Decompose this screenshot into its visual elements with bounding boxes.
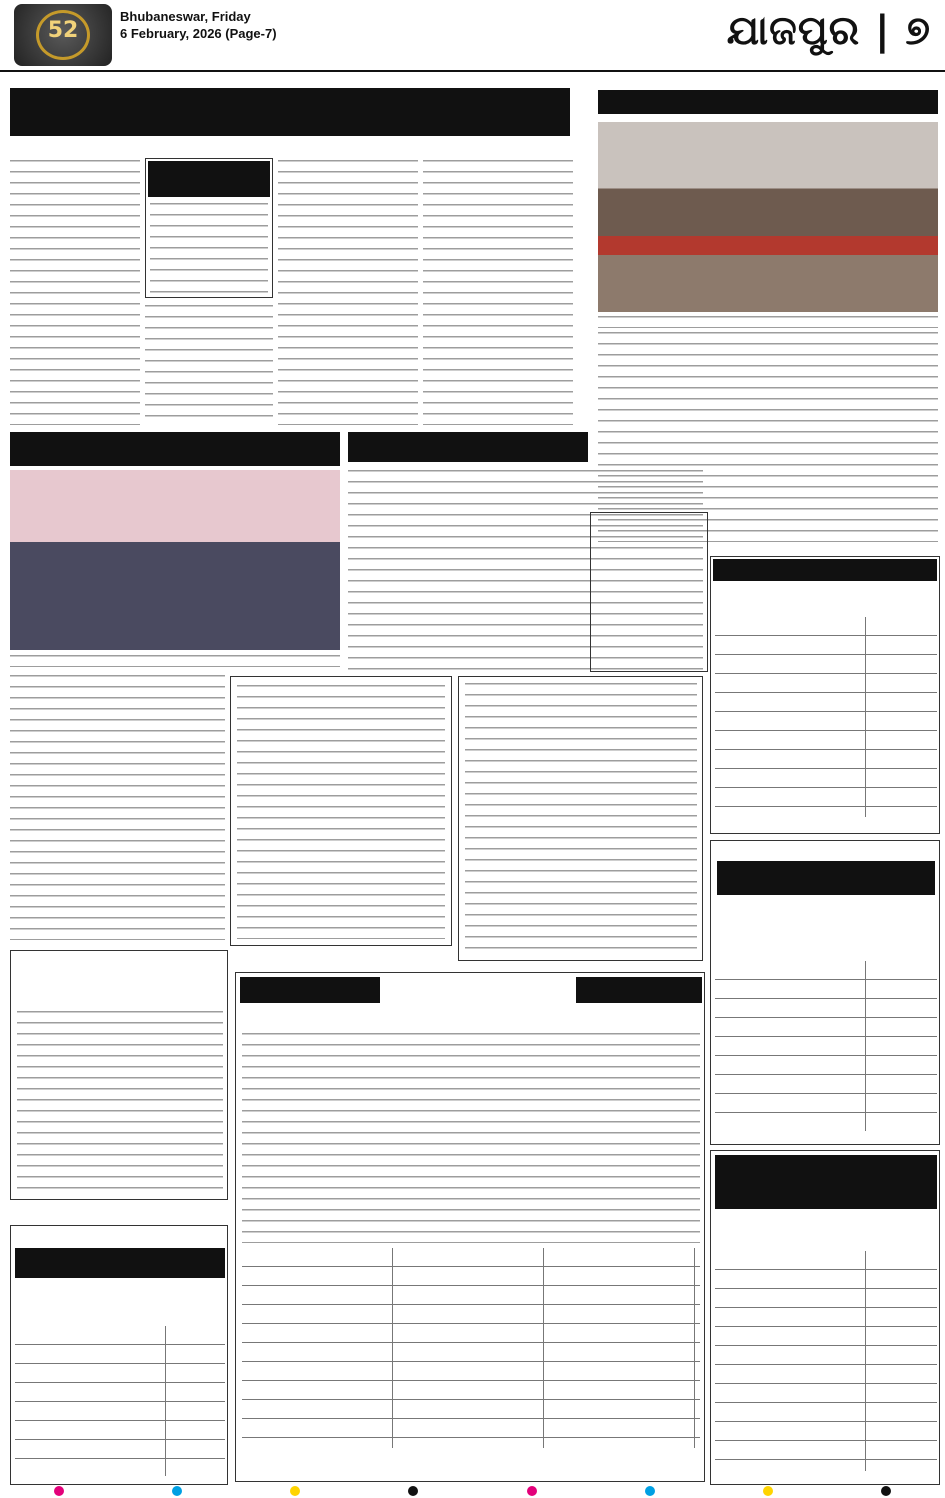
hdfc-account-table: [242, 1248, 700, 1448]
rbi-notice-2: [10, 950, 228, 1200]
obcc-header: [15, 1248, 225, 1278]
right-headline: [598, 90, 938, 114]
tender-notice-center-text: [465, 683, 697, 953]
newspaper-anniversary-logo: [14, 4, 112, 66]
story-column-1: [10, 160, 140, 425]
osrtc-header: [713, 559, 937, 581]
yajna-headline: [348, 432, 588, 462]
rbi-notice-1-text: [237, 685, 445, 939]
page-title: ଯାଜପୁର | ୭: [726, 8, 931, 54]
hdfc-logo-bar: [240, 977, 380, 1003]
demand-notice-header: [576, 977, 702, 1003]
sidebar-text: [150, 203, 268, 293]
rbi-notice-1: [230, 676, 452, 946]
sports-caption: [10, 655, 340, 667]
form-notice: [590, 512, 708, 672]
story-column-2: [145, 305, 273, 425]
registration-dot: [881, 1486, 891, 1496]
photo-caption: [598, 316, 938, 328]
tender-notice-center: [458, 676, 703, 961]
dateline: [120, 8, 277, 42]
lead-headline: [10, 88, 570, 136]
registration-dot: [172, 1486, 182, 1496]
story-column-3: [278, 160, 418, 425]
obcc-table: [15, 1326, 225, 1476]
sports-story: [10, 675, 225, 940]
hdfc-notice-text: [242, 1033, 700, 1243]
masthead: [0, 0, 945, 72]
registration-dot: [54, 1486, 64, 1496]
hdfc-demand-notice: [235, 972, 705, 1482]
samagra-shiksha-notice: [710, 840, 940, 1145]
rbi-notice-2-text: [17, 1011, 223, 1191]
logo-number: 52: [47, 18, 79, 43]
obcc-notice: [10, 1225, 228, 1485]
samagra-table: [715, 961, 937, 1131]
osrtc-notice: [710, 556, 940, 834]
dateline-date: 6 February, 2026 (Page-7): [120, 26, 277, 41]
sports-headline: [10, 432, 340, 466]
sports-competition-photo: [10, 470, 340, 650]
registration-dot: [290, 1486, 300, 1496]
sidebar-header: [148, 161, 270, 197]
office-inauguration-photo: [598, 122, 938, 312]
dateline-day: Bhubaneswar, Friday: [120, 9, 251, 24]
story-column-4: [423, 160, 573, 425]
jharkhand-notice: [710, 1150, 940, 1485]
jharkhand-table: [715, 1251, 937, 1471]
registration-dot: [408, 1486, 418, 1496]
jharkhand-header: [715, 1155, 937, 1209]
osrtc-table: [715, 617, 937, 817]
registration-dot: [645, 1486, 655, 1496]
registration-dot: [763, 1486, 773, 1496]
registration-dot: [527, 1486, 537, 1496]
sidebar-box: [145, 158, 273, 298]
samagra-header: [717, 861, 935, 895]
registration-marks: [0, 1486, 945, 1496]
